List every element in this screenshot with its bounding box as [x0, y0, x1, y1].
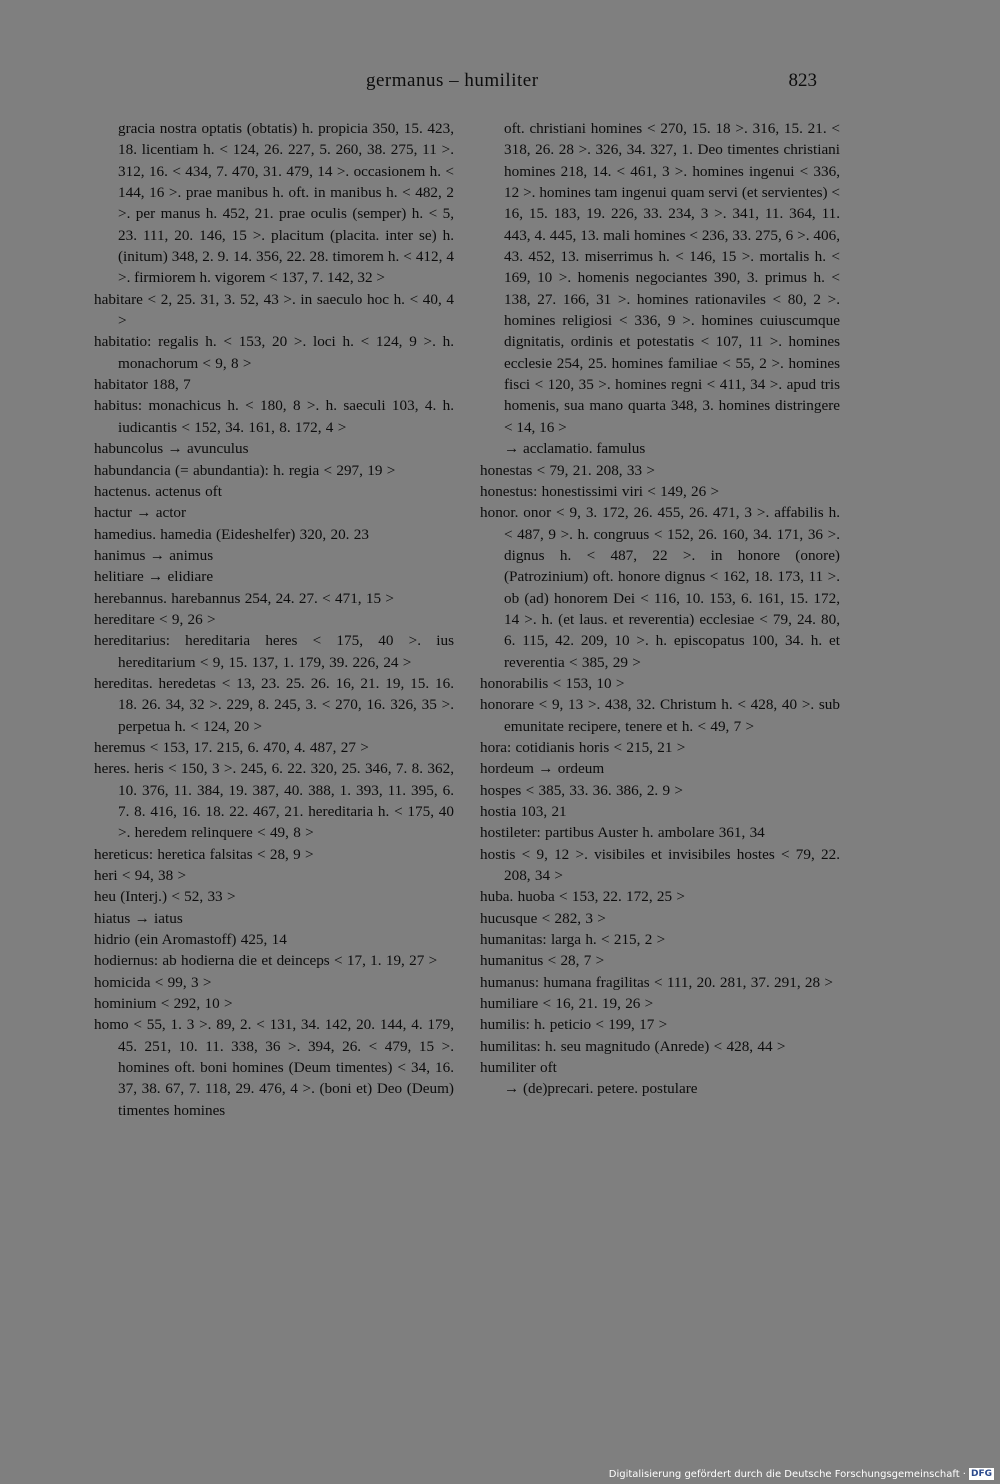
index-entry: humanus: humana fragilitas < 111, 20. 281, 37. 291, 28 >	[480, 973, 833, 991]
index-entry: → acclamatio. famulus	[504, 440, 646, 458]
footer-credit: Digitalisierung gefördert durch die Deutsche Forschungsgemeinschaft ·	[608, 1468, 966, 1480]
index-entry: → (de)precari. petere. postulare	[504, 1080, 698, 1098]
index-entry: oft. christiani homines < 270, 15. 18 >. 316, 15. 21. < 318, 26. 28 >. 326, 34. 327, 1. Deo timentes christiani homines 218, 14. < 461, 3 >. homines ingenui < 336, 12 >. homines tam ingenui quam servi (et servientes) < 16, 15. 183, 19. 226, 33. 234, 3 >. 341, 11. 364, 11. 443, 4. 445, 13. mali homines < 236, 33. 275, 6 >. 406, 43. 452, 13. miserrimus h. < 146, 15 >. mortalis h. < 169, 10 >. homenis negociantes 390, 3. primus h. < 138, 27. 166, 31 >. homines rationaviles < 80, 2 >. homines religiosi < 336, 9 >. homines cuiuscumque dignitatis, ordinis et potestatis < 107, 11 >. homines ecclesie 254, 25. homines familiae < 55, 2 >. homines fisci < 120, 35 >. homines regni < 411, 34 >. apud tris homenis, sua mano quarta 348, 3. homines distringere < 14, 16 >	[504, 120, 840, 436]
index-entry: hostileter: partibus Auster h. ambolare 361, 34	[480, 824, 765, 842]
index-entry: gracia nostra optatis (obtatis) h. propicia 350, 15. 423, 18. licentiam h. < 124, 26. 227, 5. 260, 38. 275, 11 >. 312, 16. < 434, 7. 470, 31. 479, 14 >. occasionem h. < 144, 16 >. prae manibus h. oft. in manibus h. < 482, 2 >. per manus h. 452, 21. prae oculis (semper) h. < 5, 23. 111, 20. 146, 15 >. placitum (placita. inter se) h. (initum) 348, 2. 9. 14. 356, 22. 28. timorem h. < 412, 4 >. firmiorem h. vigorem < 137, 7. 142, 32 >	[118, 120, 454, 287]
index-entry: humiliare < 16, 21. 19, 26 >	[480, 995, 654, 1013]
index-entry: honorabilis < 153, 10 >	[480, 674, 625, 692]
index-entry: hereditarius: hereditaria heres < 175, 40 >. ius hereditarium < 9, 15. 137, 1. 179, 39. 226, 24 >	[94, 632, 454, 671]
index-entry: homicida < 99, 3 >	[94, 973, 212, 991]
index-entry: huba. huoba < 153, 22. 172, 25 >	[480, 888, 685, 906]
index-entry: heri < 94, 38 >	[94, 867, 187, 885]
page-number: 823	[788, 70, 817, 91]
index-entry: herebannus. harebannus 254, 24. 27. < 471, 15 >	[94, 589, 394, 607]
index-entry: hactenus. actenus oft	[94, 482, 222, 500]
index-entry: hereditare < 9, 26 >	[94, 610, 216, 628]
index-entry: hodiernus: ab hodierna die et deinceps < 17, 1. 19, 27 >	[94, 952, 438, 970]
index-entry: hucusque < 282, 3 >	[480, 909, 606, 927]
index-entry: habitator 188, 7	[94, 376, 191, 394]
index-entry: habitus: monachicus h. < 180, 8 >. h. saeculi 103, 4. h. iudicantis < 152, 34. 161, 8. 172, 4 >	[94, 397, 454, 436]
index-entry: habuncolus → avunculus	[94, 440, 249, 458]
index-entry: humiliter oft	[480, 1059, 557, 1077]
index-entry: hostia 103, 21	[480, 803, 567, 820]
index-entry: humilis: h. peticio < 199, 17 >	[480, 1016, 668, 1034]
index-entry: habitatio: regalis h. < 153, 20 >. loci h. < 124, 9 >. h. monachorum < 9, 8 >	[94, 333, 454, 372]
index-entry: hora: cotidianis horis < 215, 21 >	[480, 738, 686, 756]
index-entry: homo < 55, 1. 3 >. 89, 2. < 131, 34. 142, 20. 144, 4. 179, 45. 251, 10. 11. 338, 36 >. 394, 26. < 479, 15 >. homines oft. boni homines (Deum timentes) < 34, 16. 37, 38. 67, 7. 118, 29. 476, 4 >. (boni et) Deo (Deum) timentes homines	[94, 1016, 454, 1119]
index-entry: hospes < 385, 33. 36. 386, 2. 9 >	[480, 781, 683, 799]
index-entry: humilitas: h. seu magnitudo (Anrede) < 428, 44 >	[480, 1037, 786, 1055]
index-entry: hordeum → ordeum	[480, 760, 605, 778]
index-entry: honor. onor < 9, 3. 172, 26. 455, 26. 471, 3 >. affabilis h. < 487, 9 >. h. congruus < 152, 26. 160, 34. 171, 36 >. dignus h. < 487, 22 >. in honore (onore) (Patrozinium) oft. honore dignus < 162, 18. 173, 11 >. ob (ad) honorem Dei < 116, 10. 153, 6. 161, 15. 172, 14 >. h. (et laus. et reverentia) ecclesiae < 79, 24. 80, 6. 115, 42. 209, 10 >. h. episcopatus 100, 34. h. et reverentia < 385, 29 >	[480, 504, 840, 671]
index-entry: hidrio (ein Aromastoff) 425, 14	[94, 931, 287, 949]
index-entry: hereditas. heredetas < 13, 23. 25. 26. 16, 21. 19, 15. 16. 18. 26. 34, 32 >. 229, 8. 245, 3. < 270, 16. 326, 35 >. perpetua h. < 124, 20 >	[94, 674, 454, 735]
index-entry: hostis < 9, 12 >. visibiles et invisibiles hostes < 79, 22. 208, 34 >	[480, 845, 840, 885]
index-entry: hamedius. hamedia (Eideshelfer) 320, 20. 23	[94, 525, 369, 543]
right-column	[480, 118, 840, 1100]
index-entry: humanitas: larga h. < 215, 2 >	[480, 931, 666, 949]
left-column	[94, 118, 454, 1121]
index-entry: hiatus → iatus	[94, 909, 183, 927]
running-head: germanus – humiliter	[366, 70, 539, 91]
index-entry: habundancia (= abundantia): h. regia < 297, 19 >	[94, 461, 396, 479]
index-entry: heremus < 153, 17. 215, 6. 470, 4. 487, 27 >	[94, 738, 369, 756]
index-entry: honorare < 9, 13 >. 438, 32. Christum h. < 428, 40 >. sub emunitate recipere, tenere et h. < 49, 7 >	[480, 696, 840, 735]
index-entry: honestas < 79, 21. 208, 33 >	[480, 461, 655, 479]
index-entry: heu (Interj.) < 52, 33 >	[94, 888, 236, 906]
footer	[609, 1468, 994, 1480]
index-entry: hactur → actor	[94, 504, 187, 522]
index-entry: helitiare → elidiare	[94, 568, 214, 586]
dfg-logo: DFG	[970, 1469, 992, 1479]
index-entry: hereticus: heretica falsitas < 28, 9 >	[94, 845, 314, 863]
index-entry: hanimus → animus	[94, 546, 214, 564]
index-entry: hominium < 292, 10 >	[94, 995, 233, 1013]
index-entry: habitare < 2, 25. 31, 3. 52, 43 >. in saeculo hoc h. < 40, 4 >	[94, 290, 454, 330]
index-entry: honestus: honestissimi viri < 149, 26 >	[480, 482, 720, 500]
index-entry: humanitus < 28, 7 >	[480, 952, 605, 970]
index-entry: heres. heris < 150, 3 >. 245, 6. 22. 320, 25. 346, 7. 8. 362, 10. 376, 11. 384, 19. 387, 40. 388, 1. 393, 11. 395, 6. 7. 8. 416, 16. 18. 22. 467, 21. hereditaria h. < 175, 40 >. heredem relinquere < 49, 8 >	[94, 760, 454, 842]
